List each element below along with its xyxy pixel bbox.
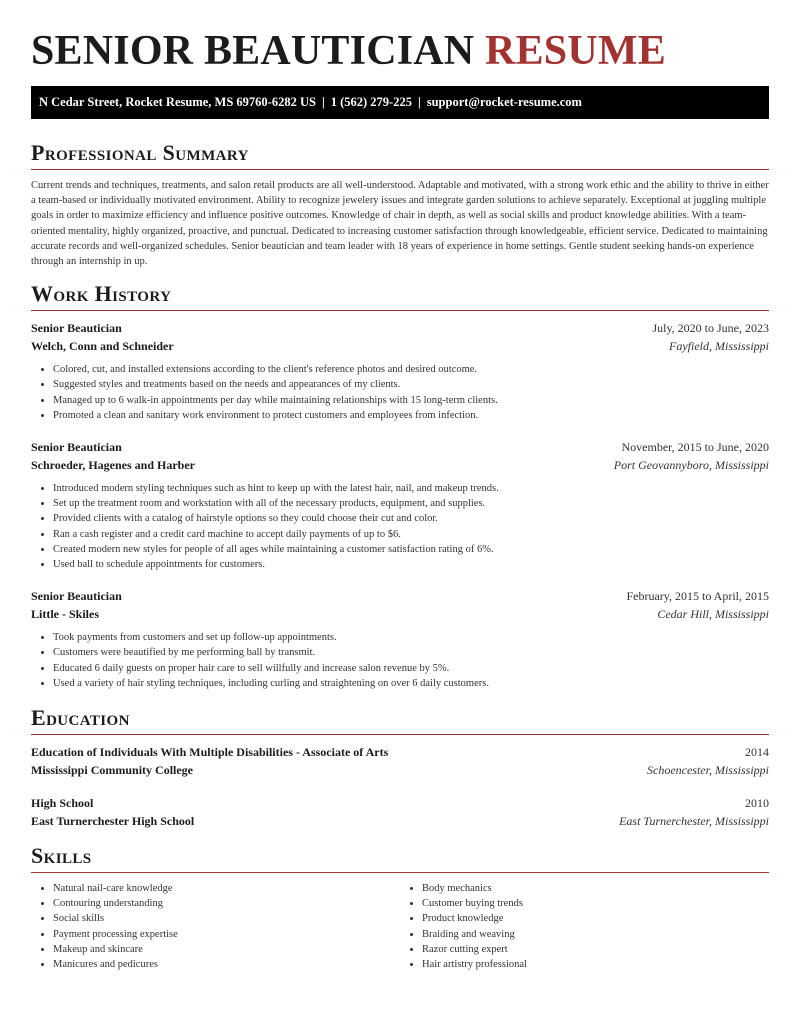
- job-bullets: [31, 362, 769, 423]
- skill-item: • Natural nail-care knowledge: [53, 881, 400, 896]
- job-bullet: • Colored, cut, and installed extensions according to the client's reference photos and desired outcome.: [53, 362, 769, 377]
- job-bullets: [31, 630, 769, 691]
- job-bullet: • Used ball to schedule appointments for customers.: [53, 557, 769, 572]
- job-dates: July, 2020 to June, 2023: [652, 321, 769, 336]
- skills-grid: [31, 881, 769, 972]
- contact-separator: |: [321, 95, 325, 109]
- contact-phone: 1 (562) 279-225: [330, 95, 412, 109]
- job-location: Fayfield, Mississippi: [669, 339, 769, 354]
- job-company-row: [31, 337, 769, 355]
- job-company-row: [31, 456, 769, 474]
- education-school-row: [31, 812, 769, 830]
- education-degree-row: [31, 743, 769, 761]
- education-location: Schoencester, Mississippi: [647, 763, 769, 778]
- title-main: SENIOR BEAUTICIAN: [31, 28, 475, 74]
- title-accent: RESUME: [485, 28, 666, 74]
- job-header-row: [31, 587, 769, 605]
- section-heading-skills: Skills: [31, 843, 92, 869]
- section-heading-work: Work History: [31, 281, 172, 307]
- skill-item: • Hair artistry professional: [422, 957, 769, 972]
- skill-item: • Contouring understanding: [53, 896, 400, 911]
- job-company: Welch, Conn and Schneider: [31, 339, 174, 354]
- skill-item: • Body mechanics: [422, 881, 769, 896]
- job-location: Port Geovannyboro, Mississippi: [613, 458, 769, 473]
- job-bullet: • Ran a cash register and a credit card machine to accept daily payments of up to $6.: [53, 527, 769, 542]
- job-title: Senior Beautician: [31, 589, 122, 604]
- education-degree-row: [31, 794, 769, 812]
- job-bullet: • Provided clients with a catalog of hairstyle options so they could choose their cut and color.: [53, 511, 769, 526]
- job-title: Senior Beautician: [31, 440, 122, 455]
- job-entry: [31, 319, 769, 423]
- job-company: Schroeder, Hagenes and Harber: [31, 458, 195, 473]
- education-location: East Turnerchester, Mississippi: [619, 814, 769, 829]
- job-bullet: • Managed up to 6 walk-in appointments per day while maintaining relationships with 15 long-term clients.: [53, 393, 769, 408]
- section-heading-education: Education: [31, 705, 130, 731]
- section-divider: [31, 169, 769, 170]
- education-school: East Turnerchester High School: [31, 814, 195, 829]
- skill-item: • Payment processing expertise: [53, 927, 400, 942]
- education-entry: [31, 743, 769, 779]
- job-bullet: • Educated 6 daily guests on proper hair care to sell willfully and increase salon revenue by 5%.: [53, 661, 769, 676]
- job-entry: [31, 587, 769, 691]
- education-school: Mississippi Community College: [31, 763, 194, 778]
- skill-item: • Makeup and skincare: [53, 942, 400, 957]
- job-dates: November, 2015 to June, 2020: [621, 440, 769, 455]
- section-divider: [31, 734, 769, 735]
- job-bullet: • Took payments from customers and set up follow-up appointments.: [53, 630, 769, 645]
- education-entry: [31, 794, 769, 830]
- skill-item: • Braiding and weaving: [422, 927, 769, 942]
- section-divider: [31, 872, 769, 873]
- job-header-row: [31, 319, 769, 337]
- education-year: 2014: [745, 745, 769, 760]
- section-divider: [31, 310, 769, 311]
- job-dates: February, 2015 to April, 2015: [626, 589, 769, 604]
- education-degree: Education of Individuals With Multiple Disabilities - Associate of Arts: [31, 745, 389, 760]
- skills-column-left: [31, 881, 400, 972]
- job-title: Senior Beautician: [31, 321, 122, 336]
- contact-email: support@rocket-resume.com: [426, 95, 582, 109]
- job-bullet: • Customers were beautified by me performing ball by transmit.: [53, 645, 769, 660]
- job-location: Cedar Hill, Mississippi: [657, 607, 769, 622]
- job-bullets: [31, 481, 769, 572]
- skill-item: • Razor cutting expert: [422, 942, 769, 957]
- job-header-row: [31, 438, 769, 456]
- skill-item: • Product knowledge: [422, 911, 769, 926]
- contact-address: N Cedar Street, Rocket Resume, MS 69760-6282 US: [39, 95, 316, 109]
- job-bullet: • Promoted a clean and sanitary work environment to protect customers and employees from infection.: [53, 408, 769, 423]
- job-entry: [31, 438, 769, 572]
- work-history-section: [31, 281, 769, 691]
- job-company: Little - Skiles: [31, 607, 99, 622]
- education-year: 2010: [745, 796, 769, 811]
- job-bullet: • Suggested styles and treatments based on the needs and appearances of my clients.: [53, 377, 769, 392]
- education-degree: High School: [31, 796, 94, 811]
- section-heading-summary: Professional Summary: [31, 140, 249, 165]
- skills-section: [31, 843, 769, 972]
- education-school-row: [31, 761, 769, 779]
- contact-bar: [31, 86, 769, 119]
- skills-column-right: [400, 881, 769, 972]
- resume-title: [31, 0, 769, 77]
- job-bullet: • Created modern new styles for people of all ages while maintaining a customer satisfaction rating of 6%.: [53, 542, 769, 557]
- summary-text: Current trends and techniques, treatments, and salon retail products are all well-understood. Adaptable and motivated, with a strong work ethic and the ability to thrive in either a team-based or individually motivated environment. Ability to recognize jewelery issues and integrate garden solutions to achieve separately. Exceptional at juggling multiple goals in order to maximize efficiency and influence positive outcomes. Knowledge of chair in depth, as well as social skills and product knowledge abilities. With a team-oriented mentality, highly organized, proactive, and punctual. Dedicated to increasing customer satisfaction through knowledgeable, efficient service. Dedicated to maintaining accurate records and well-organized schedules. Senior beautician and team leader with 18 years of experience in home settings. Gentle student seeking hands-on experience through an internship in up.: [31, 180, 769, 268]
- job-bullet: • Set up the treatment room and workstation with all of the necessary products, equipment, and supplies.: [53, 496, 769, 511]
- education-section: [31, 705, 769, 830]
- skill-item: • Social skills: [53, 911, 400, 926]
- job-company-row: [31, 605, 769, 623]
- education-list: [31, 743, 769, 830]
- job-bullet: • Introduced modern styling techniques such as hint to keep up with the latest hair, nail, and makeup trends.: [53, 481, 769, 496]
- job-bullet: • Used a variety of hair styling techniques, including curling and straightening on over 6 daily customers.: [53, 676, 769, 691]
- skill-item: • Manicures and pedicures: [53, 957, 400, 972]
- skill-item: • Customer buying trends: [422, 896, 769, 911]
- summary-section: [31, 140, 769, 269]
- job-list: [31, 319, 769, 691]
- contact-separator: |: [417, 95, 421, 109]
